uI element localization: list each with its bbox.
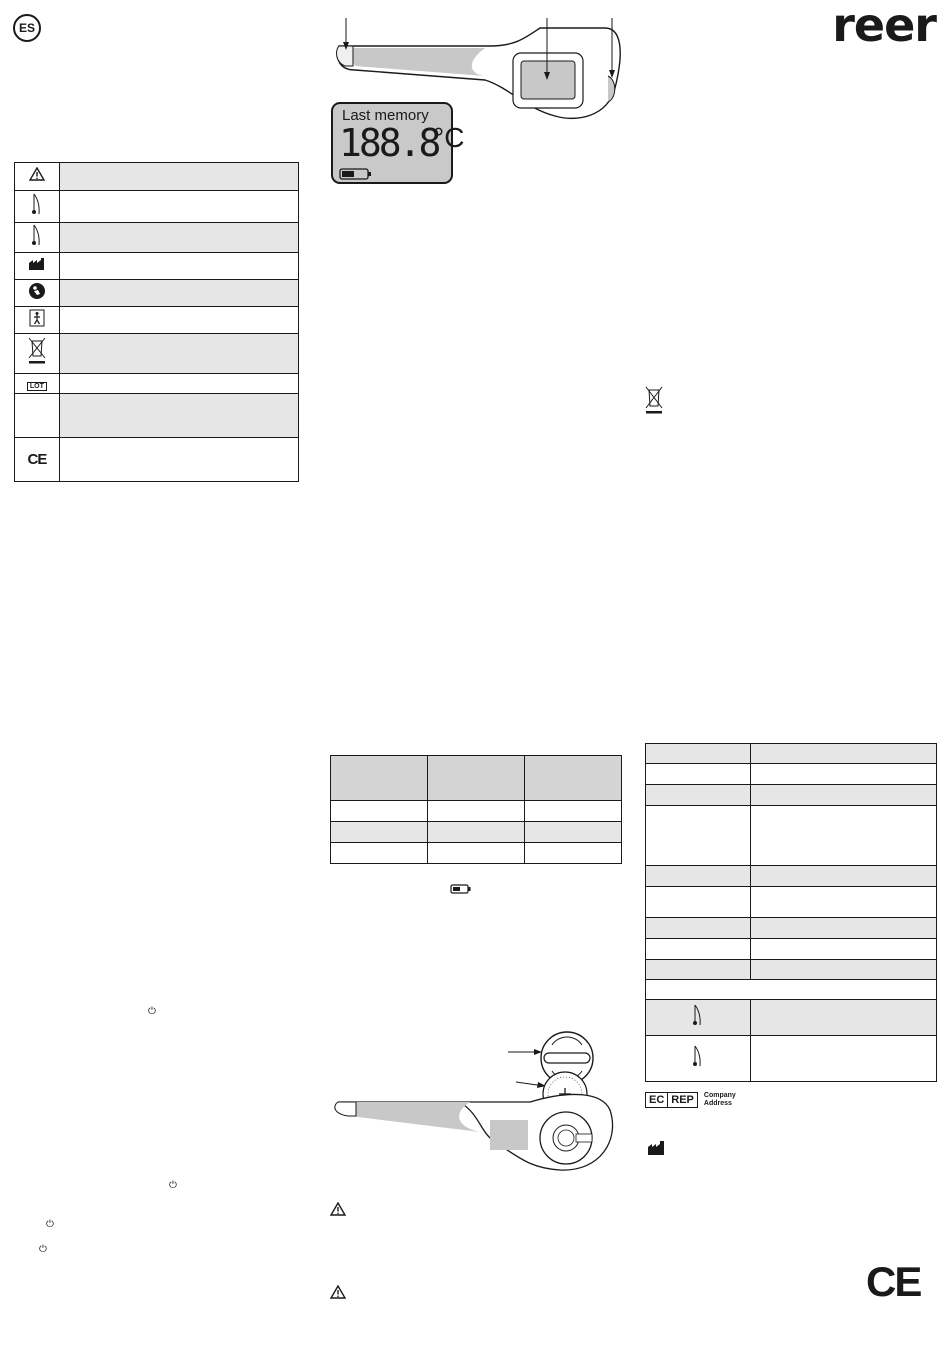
rep-label: REP: [668, 1092, 698, 1108]
lcd-display: [331, 102, 465, 184]
symbols-table: [14, 162, 299, 482]
power-icon: ⏻: [169, 1180, 177, 1191]
weee-bin-icon: [15, 334, 60, 374]
lcd-digits: 188.8: [339, 121, 439, 165]
lcd-last-memory-label: Last memory: [342, 107, 429, 124]
thermometer-icon: [646, 1000, 751, 1036]
thermometer-icon: [15, 191, 60, 223]
ec-rep-mark: [645, 1092, 736, 1108]
weee-bin-icon: [643, 384, 665, 416]
warning-triangle-icon: [330, 1285, 346, 1299]
ce-mark-icon: CE: [15, 438, 60, 482]
follow-instructions-icon: [15, 280, 60, 307]
manufacturer-icon: [15, 253, 60, 280]
ec-label: EC: [645, 1092, 668, 1108]
lot-icon: LOT: [15, 374, 60, 394]
thermometer-icon: [15, 223, 60, 253]
warning-triangle-icon: [330, 1202, 346, 1216]
manufacturer-icon: [647, 1140, 667, 1156]
thermometer-icon: [646, 1036, 751, 1082]
low-battery-icon: [450, 884, 472, 894]
power-icon: ⏻: [148, 1006, 156, 1017]
battery-icon: [339, 168, 373, 180]
brand-logo: reer: [832, 0, 936, 52]
power-icon: ⏻: [39, 1244, 47, 1255]
ce-mark: CE: [866, 1258, 921, 1305]
blank-icon-cell: [15, 394, 60, 438]
ec-rep-company: Company: [703, 1092, 736, 1099]
specifications-table: [645, 743, 937, 1082]
lcd-unit: °C: [433, 122, 465, 153]
power-icon: ⏻: [46, 1219, 54, 1230]
ec-rep-address: Address: [703, 1100, 732, 1108]
battery-compartment-illustration: [330, 1020, 620, 1180]
temperature-table: [330, 755, 622, 864]
language-badge: ES: [13, 14, 41, 42]
warning-triangle-icon: [15, 163, 60, 191]
type-bf-applied-part-icon: [15, 307, 60, 334]
